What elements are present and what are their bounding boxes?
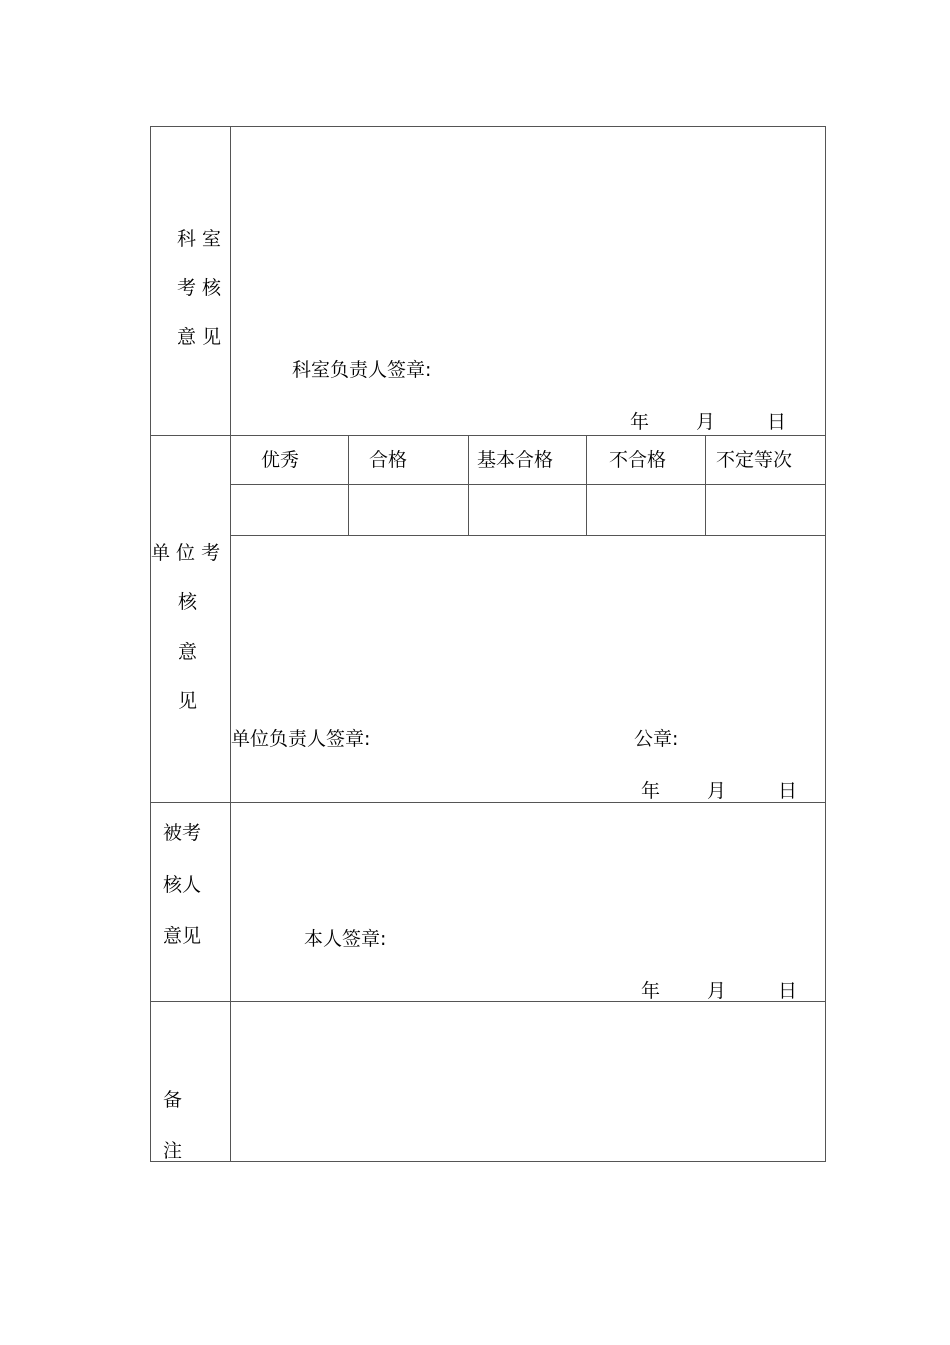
grade-header-excellent: 优秀 <box>261 449 300 471</box>
grade-header-basically-qualified: 基本合格 <box>477 449 554 471</box>
self-signature-label: 本人签章: <box>304 928 387 950</box>
self-date-month: 月 <box>707 980 727 1002</box>
grade-header-undetermined: 不定等次 <box>716 449 793 471</box>
unit-review-label: 见 <box>178 690 198 712</box>
dept-review-label: 考 核 <box>177 277 222 299</box>
dept-review-label: 意 见 <box>177 326 222 348</box>
self-review-label: 被考 <box>163 822 202 844</box>
grade-column-divider <box>348 435 349 535</box>
unit-seal-label: 公章: <box>634 728 679 750</box>
label-column-divider <box>230 126 231 1162</box>
table-border-bottom <box>150 1161 826 1162</box>
dept-date-year: 年 <box>630 411 650 433</box>
self-review-label: 意见 <box>163 925 202 947</box>
dept-date-day: 日 <box>767 411 787 433</box>
unit-date-month: 月 <box>707 780 727 802</box>
grade-column-divider <box>705 435 706 535</box>
self-review-label: 核人 <box>163 874 202 896</box>
grade-column-divider <box>468 435 469 535</box>
table-border-right <box>825 126 826 1162</box>
remarks-label: 备 <box>163 1089 183 1111</box>
dept-date-month: 月 <box>696 411 716 433</box>
row-divider-self-review <box>150 802 826 803</box>
unit-signature-label: 单位负责人签章: <box>231 728 371 750</box>
unit-review-label: 核 <box>178 591 198 613</box>
table-border-top <box>150 126 826 127</box>
grade-column-divider <box>586 435 587 535</box>
dept-review-label: 科 室 <box>177 228 222 250</box>
dept-signature-label: 科室负责人签章: <box>292 359 432 381</box>
unit-review-label: 单 位 考 <box>151 542 221 564</box>
self-date-day: 日 <box>778 980 798 1002</box>
self-date-year: 年 <box>641 980 661 1002</box>
row-divider-unit-review <box>150 435 826 436</box>
unit-review-label: 意 <box>178 641 198 663</box>
grade-header-qualified: 合格 <box>369 449 408 471</box>
remarks-label: 注 <box>163 1140 183 1162</box>
grade-header-divider <box>230 484 826 485</box>
unit-date-year: 年 <box>641 780 661 802</box>
grade-row-divider <box>230 535 826 536</box>
unit-date-day: 日 <box>778 780 798 802</box>
table-border-left <box>150 126 151 1162</box>
grade-header-unqualified: 不合格 <box>609 449 667 471</box>
